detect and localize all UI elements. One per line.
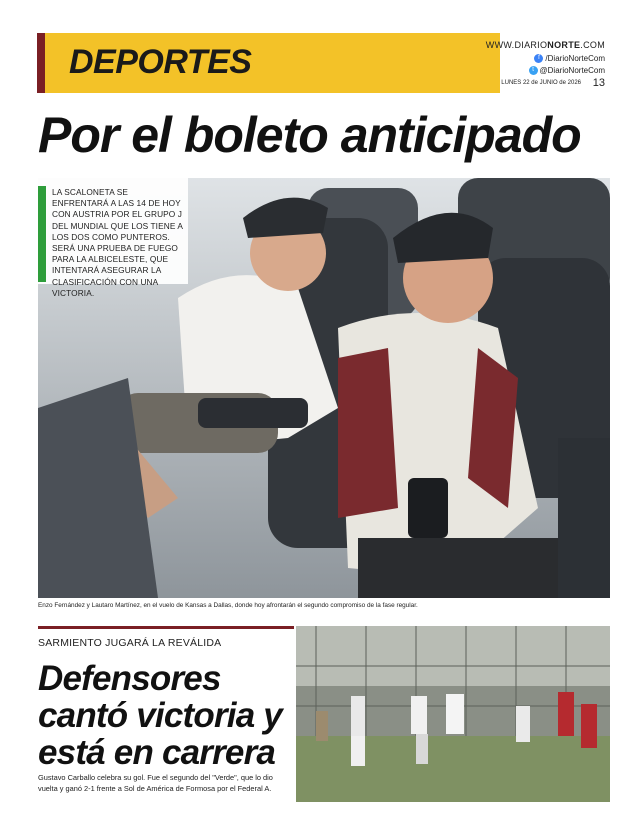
section-title: DEPORTES [69,43,252,81]
page-number: 13 [592,77,605,89]
story-divider [38,626,294,629]
facebook-handle[interactable]: f /DiarioNorteCom [534,54,605,63]
main-headline: Por el boleto anticipado [38,107,581,163]
twitter-icon: t [529,66,538,75]
headline-line: cantó victoria y [38,696,282,735]
kicker-text: LA SCALONETA SE ENFRENTARÁ A LAS 14 DE HOY CON AUSTRIA POR EL GRUPO J DEL MUNDIAL QUE LOS TIENE A LOS DOS COMO PUNTEROS. SERÁ UNA PRUEBA DE FUEGO PARA LA ALBICELESTE, QUE INTENTARÁ ASEGURAR LA CLASIFICACIÓN CON UNA VICTORIA. [52,187,183,298]
site-url[interactable]: WWW.DIARIONORTE.COM [485,40,605,50]
issue-date: LUNES 22 de JUNIO de 2026 [501,80,581,86]
story-kicker: SARMIENTO JUGARÁ LA REVÁLIDA [38,637,222,649]
header-meta [485,33,611,93]
header-accent-bar [37,33,45,93]
facebook-icon: f [534,54,543,63]
headline-line: Defensores [38,659,221,698]
story-caption: Gustavo Carballo celebra su gol. Fue el segundo del "Verde", que lo dio vuelta y ganó 2-1 frente a Sol de América de Formosa por el Federal A. [38,773,273,793]
kicker-box [38,178,188,298]
photo-caption: Enzo Fernández y Lautaro Martínez, en el vuelo de Kansas a Dallas, donde hoy afrontarán el segundo compromiso de la fase regular. [38,602,418,609]
story-headline [38,660,294,771]
headline-line: está en carrera [38,733,276,772]
football-photo [296,626,610,802]
kicker-accent [38,186,46,282]
football-match-photo [296,626,610,802]
header-band [45,33,500,93]
twitter-handle[interactable]: t @DiarioNorteCom [529,66,605,75]
section-header [37,33,611,93]
